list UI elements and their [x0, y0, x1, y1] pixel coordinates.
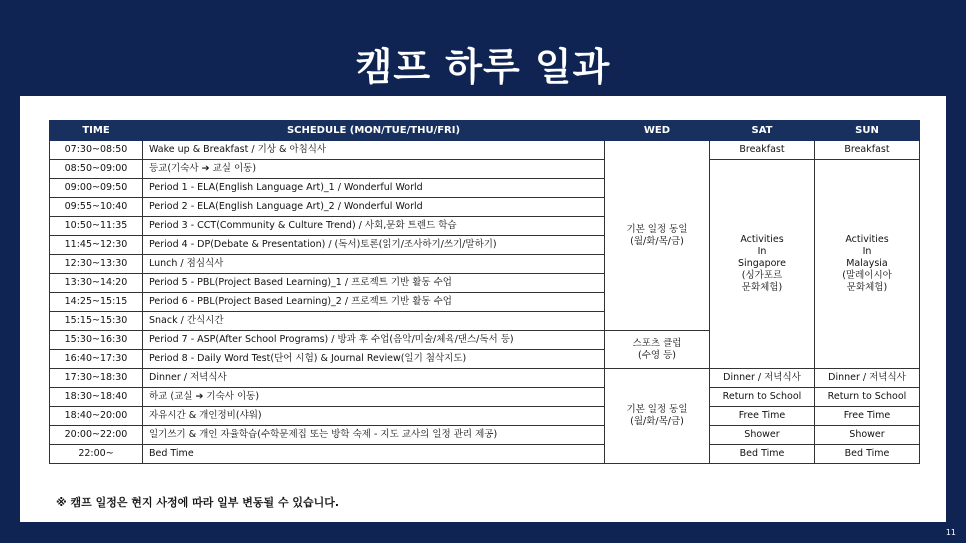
table-row	[50, 388, 920, 407]
header-sun: SUN	[815, 121, 920, 141]
time-cell: 13:30~14:20	[50, 274, 143, 293]
header-time: TIME	[50, 121, 143, 141]
table-row	[50, 369, 920, 388]
schedule-cell: Period 6 - PBL(Project Based Learning)_2 / 프로젝트 기반 활동 수업	[143, 293, 605, 312]
schedule-panel	[20, 96, 946, 522]
table-row	[50, 445, 920, 464]
time-cell: 15:15~15:30	[50, 312, 143, 331]
sat-activities: Activities In Singapore (싱가포르 문화체험)	[710, 160, 815, 369]
footnote: ※ 캠프 일정은 현지 사정에 따라 일부 변동될 수 있습니다.	[56, 496, 340, 509]
schedule-cell: Period 1 - ELA(English Language Art)_1 / Wonderful World	[143, 179, 605, 198]
sat-breakfast: Breakfast	[710, 141, 815, 160]
time-cell: 18:30~18:40	[50, 388, 143, 407]
time-cell: 17:30~18:30	[50, 369, 143, 388]
time-cell: 20:00~22:00	[50, 426, 143, 445]
sun-breakfast: Breakfast	[815, 141, 920, 160]
sat-dinner: Dinner / 저녁식사	[710, 369, 815, 388]
header-wed: WED	[605, 121, 710, 141]
table-row	[50, 141, 920, 160]
schedule-cell: Period 8 - Daily Word Test(단어 시험) & Journal Review(일기 첨삭지도)	[143, 350, 605, 369]
time-cell: 22:00~	[50, 445, 143, 464]
table-row	[50, 426, 920, 445]
page-number: 11	[945, 528, 956, 537]
header-sat: SAT	[710, 121, 815, 141]
schedule-cell: Period 4 - DP(Debate & Presentation) / (독서)토론(읽기/조사하기/쓰기/말하기)	[143, 236, 605, 255]
schedule-cell: Period 2 - ELA(English Language Art)_2 / Wonderful World	[143, 198, 605, 217]
sun-free-time: Free Time	[815, 407, 920, 426]
schedule-cell: 일기쓰기 & 개인 자율학습(수학문제집 또는 방학 숙제 - 지도 교사의 일정 관리 제공)	[143, 426, 605, 445]
table-row	[50, 407, 920, 426]
wed-block-1: 기본 일정 동일 (월/화/목/금)	[605, 141, 710, 331]
schedule-cell: 자유시간 & 개인정비(샤워)	[143, 407, 605, 426]
schedule-table	[49, 120, 920, 464]
sun-bed-time: Bed Time	[815, 445, 920, 464]
sun-shower: Shower	[815, 426, 920, 445]
schedule-cell: Period 3 - CCT(Community & Culture Trend) / 사회,문화 트렌드 학습	[143, 217, 605, 236]
schedule-cell: Wake up & Breakfast / 기상 & 아침식사	[143, 141, 605, 160]
sat-return: Return to School	[710, 388, 815, 407]
schedule-cell: Dinner / 저녁식사	[143, 369, 605, 388]
sat-bed-time: Bed Time	[710, 445, 815, 464]
time-cell: 07:30~08:50	[50, 141, 143, 160]
sat-free-time: Free Time	[710, 407, 815, 426]
sat-shower: Shower	[710, 426, 815, 445]
wed-block-3: 기본 일정 동일 (월/화/목/금)	[605, 369, 710, 464]
time-cell: 08:50~09:00	[50, 160, 143, 179]
sun-dinner: Dinner / 저녁식사	[815, 369, 920, 388]
header-schedule: SCHEDULE (MON/TUE/THU/FRI)	[143, 121, 605, 141]
schedule-cell: Bed Time	[143, 445, 605, 464]
time-cell: 09:00~09:50	[50, 179, 143, 198]
table-header-row	[50, 121, 920, 141]
schedule-cell: Lunch / 점심식사	[143, 255, 605, 274]
schedule-cell: 하교 (교실 ➔ 기숙사 이동)	[143, 388, 605, 407]
time-cell: 09:55~10:40	[50, 198, 143, 217]
time-cell: 14:25~15:15	[50, 293, 143, 312]
schedule-cell: 등교(기숙사 ➔ 교실 이동)	[143, 160, 605, 179]
schedule-cell: Period 5 - PBL(Project Based Learning)_1 / 프로젝트 기반 활동 수업	[143, 274, 605, 293]
page-title: 캠프 하루 일과	[355, 45, 611, 89]
time-cell: 16:40~17:30	[50, 350, 143, 369]
schedule-cell: Period 7 - ASP(After School Programs) / 방과 후 수업(음악/미술/체육/댄스/독서 등)	[143, 331, 605, 350]
table-row	[50, 160, 920, 179]
time-cell: 12:30~13:30	[50, 255, 143, 274]
time-cell: 18:40~20:00	[50, 407, 143, 426]
time-cell: 11:45~12:30	[50, 236, 143, 255]
schedule-cell: Snack / 간식시간	[143, 312, 605, 331]
wed-block-2: 스포츠 클럽 (수영 등)	[605, 331, 710, 369]
sun-activities: Activities In Malaysia (말레이시아 문화체험)	[815, 160, 920, 369]
time-cell: 15:30~16:30	[50, 331, 143, 350]
time-cell: 10:50~11:35	[50, 217, 143, 236]
sun-return: Return to School	[815, 388, 920, 407]
